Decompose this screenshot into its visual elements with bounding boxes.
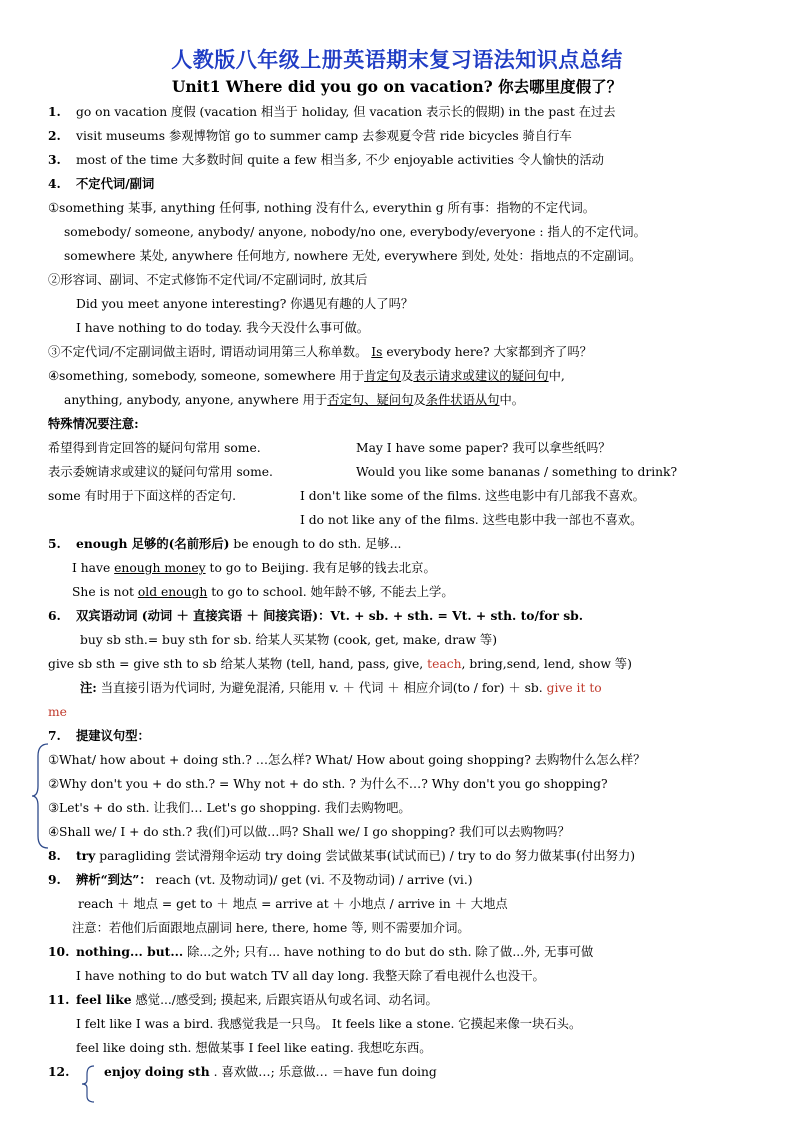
example-sentence: feel like doing sth. 想做某事 I feel like eating. 我想吃东西。: [76, 1041, 432, 1055]
example-sentence: I do not like any of the films. 这些电影中我一部也不喜欢。: [300, 513, 643, 527]
suggestion-pattern: ②Why don't you + do sth.? = Why not + do sth. ? 为什么不…? Why don't you go shopping?: [48, 777, 608, 791]
item-7: 7. 提建议句型：: [48, 728, 150, 743]
unit-subtitle: Unit1 Where did you go on vacation? 你去哪里度假了？: [171, 77, 623, 96]
note-line: 注意：若他们后面跟地点副词 here, there, home 等, 则不需要加介词。: [72, 921, 470, 935]
suggestion-pattern: ③Let's + do sth. 让我们… Let's go shopping. 我们去购物吧。: [48, 801, 411, 815]
text-line: enjoy doing sth . 喜欢做…; 乐意做… ＝have fun doing: [104, 1064, 437, 1079]
example-sentence: May I have some paper? 我可以拿些纸吗？: [356, 441, 611, 455]
text-line: somebody/ someone, anybody/ anyone, nobody/no one, everybody/everyone : 指人的不定代词。: [64, 225, 646, 239]
text-line: ①something 某事, anything 任何事, nothing 没有什么, everythin g 所有事：指物的不定代词。: [48, 201, 596, 215]
suggestion-pattern: ④Shall we/ I + do sth.? 我(们)可以做…吗? Shall we/ I go shopping? 我们可以去购物吗？: [48, 825, 570, 839]
example-sentence: I felt like I was a bird. 我感觉我是一只鸟。 It feels like a stone. 它摸起来像一块石头。: [76, 1017, 582, 1031]
item-3: 3. most of the time 大多数时间 quite a few 相当多, 不少 enjoyable activities 令人愉快的活动: [48, 152, 604, 167]
section-note-heading: 特殊情况要注意:: [48, 416, 139, 431]
example-sentence: I have enough money to go to Beijing. 我有足够的钱去北京。: [72, 561, 436, 575]
text-line: somewhere 某处, anywhere 任何地方, nowhere 无处, everywhere 到处, 处处：指地点的不定副词。: [64, 249, 642, 263]
text-line: some 有时用于下面这样的否定句.: [48, 489, 237, 503]
text-line: anything, anybody, anyone, anywhere 用于否定句、疑问句及条件状语从句中。: [64, 393, 525, 407]
example-sentence: Did you meet anyone interesting? 你遇见有趣的人了吗？: [76, 297, 414, 311]
example-sentence: I don't like some of the films. 这些电影中有几部我不喜欢。: [300, 489, 645, 503]
example-sentence: I have nothing to do but watch TV all day long. 我整天除了看电视什么也没干。: [76, 969, 545, 983]
page-title: 人教版八年级上册英语期末复习语法知识点总结: [171, 47, 623, 72]
item-9: 9. 辨析“到达”： reach (vt. 及物动词)/ get (vi. 不及物动词) / arrive (vi.): [48, 872, 473, 887]
example-sentence: She is not old enough to go to school. 她年龄不够, 不能去上学。: [72, 585, 454, 599]
curly-brace-icon: [80, 1064, 96, 1104]
example-sentence: I have nothing to do today. 我今天没什么事可做。: [76, 321, 370, 335]
suggestion-pattern: ①What/ how about + doing sth.? …怎么样? What/ How about going shopping? 去购物什么怎么样？: [48, 753, 646, 767]
item-11: 11. feel like 感觉.../感受到; 摸起来, 后跟宾语从句或名词、动名词。: [48, 992, 438, 1007]
text-line: buy sb sth.= buy sth for sb. 给某人买某物 (cook, get, make, draw 等): [80, 633, 498, 647]
item-12: 12.: [48, 1064, 70, 1079]
text-line: give sb sth = give sth to sb 给某人某物 (tell, hand, pass, give, teach, bring,send, lend, show 等): [48, 657, 632, 671]
text-line: ④something, somebody, someone, somewhere 用于肯定句及表示请求或建议的疑问句中,: [48, 369, 565, 383]
item-1: 1. go on vacation 度假 (vacation 相当于 holiday, 但 vacation 表示长的假期) in the past 在过去: [48, 104, 616, 119]
text-line: 希望得到肯定回答的疑问句常用 some.: [48, 441, 261, 455]
item-5: 5. enough 足够的(名前形后) be enough to do sth. 足够...: [48, 536, 402, 551]
note-line: 注: 当直接引语为代词时, 为避免混淆, 只能用 v. ＋ 代词 ＋ 相应介词(to / for) ＋ sb. give it to: [80, 680, 602, 695]
item-10: 10. nothing... but... 除...之外; 只有... have nothing to do but do sth. 除了做...外, 无事可做: [48, 944, 594, 959]
item-6: 6. 双宾语动词 (动词 ＋ 直接宾语 ＋ 间接宾语)：Vt. + sb. + sth. = Vt. + sth. to/for sb.: [48, 608, 584, 623]
item-2: 2. visit museums 参观博物馆 go to summer camp 去参观夏令营 ride bicycles 骑自行车: [48, 128, 572, 143]
text-line: 表示委婉请求或建议的疑问句常用 some.: [48, 465, 273, 479]
text-line: ③不定代词/不定副词做主语时, 谓语动词用第三人称单数。 Is everybody here? 大家都到齐了吗？: [48, 345, 592, 359]
item-4-heading: 4. 不定代词/副词: [48, 176, 155, 191]
note-line-continued: me: [48, 705, 67, 719]
text-line: ②形容词、副词、不定式修饰不定代词/不定副词时, 放其后: [48, 273, 368, 287]
text-line: reach ＋ 地点 = get to ＋ 地点 = arrive at ＋ 小地点 / arrive in ＋ 大地点: [78, 897, 508, 911]
example-sentence: Would you like some bananas / something to drink?: [356, 465, 678, 479]
item-8: 8. try paragliding 尝试滑翔伞运动 try doing 尝试做某事(试试而已) / try to do 努力做某事(付出努力): [48, 848, 636, 863]
